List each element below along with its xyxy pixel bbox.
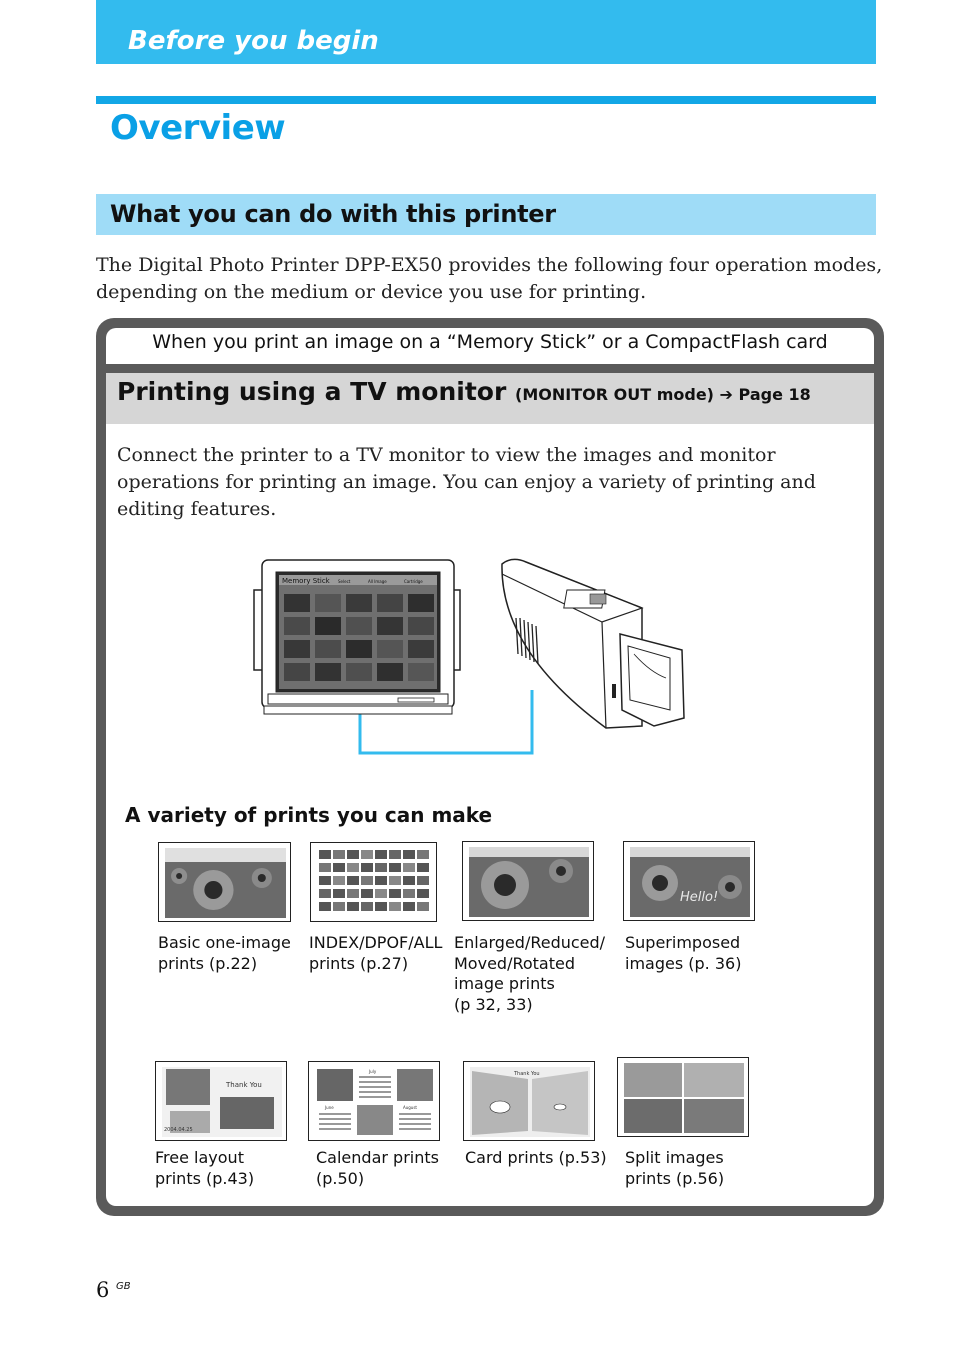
free-layout-date: 2004.04.25 xyxy=(164,1127,193,1133)
tv-tab-select: Select xyxy=(338,579,351,584)
caption-index: INDEX/DPOF/ALL prints (p.27) xyxy=(309,933,443,973)
panel-top-strip xyxy=(106,328,874,363)
intro-paragraph: The Digital Photo Printer DPP-EX50 provides the following four operation modes, depending on the medium or device you use for printing. xyxy=(96,254,883,303)
sunflower-photo xyxy=(165,848,286,918)
calendar-month-july: July xyxy=(369,1069,377,1074)
calendar-photo xyxy=(315,1067,435,1137)
caption-split: Split images prints (p.56) xyxy=(625,1148,725,1188)
split-photo xyxy=(624,1063,744,1133)
subheading: What you can do with this printer xyxy=(110,200,556,228)
print-sample-calendar xyxy=(308,1061,440,1141)
caption-card: Card prints (p.53) xyxy=(465,1148,607,1167)
print-sample-card xyxy=(463,1061,595,1141)
enlarged-sunflower-photo xyxy=(469,847,589,917)
print-sample-basic xyxy=(158,842,291,922)
superimposed-text: Hello! xyxy=(680,890,719,905)
page-language-suffix: GB xyxy=(116,1281,131,1292)
print-sample-superimposed xyxy=(623,841,755,921)
card-photo xyxy=(470,1067,590,1137)
calendar-month-august: August xyxy=(403,1105,417,1110)
section-header-label: Before you begin xyxy=(128,26,379,56)
index-grid-photo xyxy=(317,848,432,918)
variety-heading: A variety of prints you can make xyxy=(125,803,493,827)
page-title: Overview xyxy=(110,108,286,148)
caption-enlarged: Enlarged/Reduced/ Moved/Rotated image prints (p 32, 33) xyxy=(454,933,606,1014)
print-sample-enlarged xyxy=(462,841,594,921)
free-layout-text: Thank You xyxy=(226,1081,262,1089)
print-sample-free-layout xyxy=(155,1061,287,1141)
tv-screen-label: Memory Stick xyxy=(282,577,330,585)
title-rule xyxy=(96,96,876,104)
superimposed-photo xyxy=(630,847,750,917)
panel-divider xyxy=(106,364,874,373)
tv-tab-all-image: All Image xyxy=(368,579,387,584)
free-layout-photo xyxy=(162,1067,282,1137)
tv-tab-cartridge: Cartridge xyxy=(404,579,423,584)
tv-monitor xyxy=(254,560,460,714)
caption-free-layout: Free layout prints (p.43) xyxy=(155,1148,255,1188)
mode-title: Printing using a TV monitor xyxy=(117,377,507,406)
section-header-band xyxy=(96,0,876,64)
mode-description: Connect the printer to a TV monitor to view the images and monitor operations for printing an image. You can enjoy a variety of printing and editing features. xyxy=(117,444,816,520)
mode-subtitle: (MONITOR OUT mode) ➔ Page 18 xyxy=(515,385,811,404)
card-text: Thank You xyxy=(514,1071,540,1077)
caption-calendar: Calendar prints (p.50) xyxy=(316,1148,439,1188)
print-sample-index xyxy=(310,842,437,922)
caption-superimposed: Superimposed images (p. 36) xyxy=(625,933,742,973)
calendar-month-june: June xyxy=(325,1105,334,1110)
caption-basic: Basic one-image prints (p.22) xyxy=(158,933,291,973)
page-number: 6 xyxy=(96,1278,110,1302)
panel-strip-text: When you print an image on a “Memory Stick” or a CompactFlash card xyxy=(152,331,828,353)
print-sample-split xyxy=(617,1057,749,1137)
subheading-band xyxy=(96,194,876,235)
tv-printer-illustration xyxy=(250,550,690,760)
photo-printer xyxy=(502,559,684,728)
mode-heading xyxy=(117,377,811,406)
